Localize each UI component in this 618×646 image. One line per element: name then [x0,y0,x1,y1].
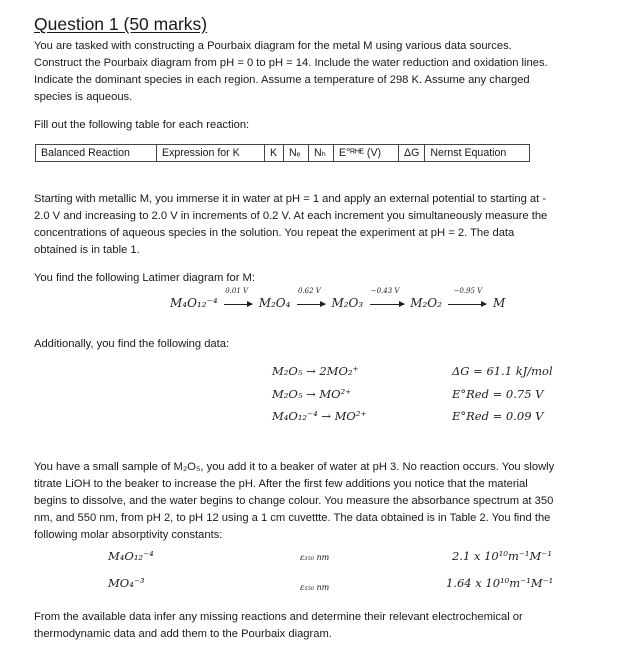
col-nh: Nₕ [309,145,334,162]
closing-line: From the available data infer any missing reactions and determine their relevant electrochemical or [34,611,523,623]
latimer-potential: −0.95 V [453,287,483,295]
table-header-row [36,145,530,162]
intro-line: Construct the Pourbaix diagram from pH = 0 to pH = 14. Include the water reduction and oxidation lines. [34,57,548,69]
arrow-icon [224,304,252,305]
latimer-species: M [492,296,506,310]
latimer-potential: 0.62 V [297,287,321,295]
closing-paragraph [34,609,594,643]
titration-paragraph [34,459,594,544]
table-prompt: Fill out the following table for each reaction: [34,119,250,131]
latimer-species: M₂O₃ [331,296,364,310]
experiment-line: Starting with metallic M, you immerse it in water at pH = 1 and apply an external potential to starting at - [34,193,547,205]
closing-line: thermodynamic data and add them to the Pourbaix diagram. [34,628,332,640]
latimer-species: M₂O₄ [258,296,291,310]
question-title: Question 1 (50 marks) [34,14,208,34]
experiment-line: concentrations of aqueous species in the solution. You repeat the experiment at pH = 2. The data [34,227,515,239]
intro-line: Indicate the dominant species in each region. Assume a temperature of 298 K. Assume any charged [34,74,530,86]
titration-line: titrate LiOH to the beaker to increase the pH. After the first few additions you notice that the material [34,478,528,490]
latimer-diagram [170,287,506,310]
latimer-potential: 0.01 V [225,287,249,295]
latimer-species: M₄O₁₂⁻⁴ [170,296,218,310]
experiment-line: obtained is in table 1. [34,244,140,256]
col-expression-k: Expression for K [157,145,265,162]
latimer-species: M₂O₂ [410,296,442,310]
titration-line: nm, and 550 nm, from pH 2, to pH 12 using a 1 cm cuvettte. The data obtained is in Table 2. You find the [34,512,551,524]
col-k: K [265,145,284,162]
additional-value: ΔG = 61.1 kJ/mol [452,364,553,378]
latimer-step [445,287,489,310]
experiment-line: 2.0 V and increasing to 2.0 V in increments of 0.2 V. At each increment you simultaneously measure the [34,210,548,222]
latimer-potential: −0.43 V [370,287,400,295]
col-nernst: Nernst Equation [425,145,530,162]
additional-value: E°Red = 0.09 V [452,409,544,423]
titration-line: following molar absorptivity constants: [34,529,223,541]
titration-line: You have a small sample of M₂O₅, you add it to a beaker of water at pH 3. No reaction occurs. You slowly [34,461,555,473]
absorptivity-species: M₄O₁₂⁻⁴ [108,549,154,563]
additional-reaction: M₄O₁₂⁻⁴ → MO²⁺ [272,409,367,423]
additional-reaction: M₂O₅ → MO²⁺ [272,387,352,401]
titration-line: begins to dissolve, and the water begins to change colour. You measure the absorbance spectrum at 350 [34,495,554,507]
absorptivity-species: MO₄⁻³ [108,576,145,590]
latimer-intro: You find the following Latimer diagram for M: [34,272,255,284]
absorptivity-value: 2.1 x 10¹⁰m⁻¹M⁻¹ [452,549,552,563]
latimer-step [294,287,328,310]
absorptivity-symbol: ε₃₅₀ nm [300,553,330,562]
latimer-step [367,287,407,310]
intro-line: You are tasked with constructing a Pourbaix diagram for the metal M using various data sources. [34,40,512,52]
col-e-rhe: E°ᴿᴴᴱ (V) [334,145,399,162]
intro-paragraph [34,38,594,106]
col-ne: Nₑ [284,145,309,162]
experiment-paragraph [34,191,594,259]
additional-value: E°Red = 0.75 V [452,387,544,401]
additional-intro: Additionally, you find the following data: [34,338,230,350]
intro-line: species is aqueous. [34,91,133,103]
col-balanced-reaction: Balanced Reaction [36,145,157,162]
reaction-table [35,144,530,162]
latimer-step [221,287,255,310]
additional-reaction: M₂O₅ → 2MO₂⁺ [272,364,359,378]
col-delta-g: ΔG [399,145,425,162]
absorptivity-symbol: ε₅₅₀ nm [300,583,330,592]
arrow-icon [370,304,404,305]
arrow-icon [448,304,486,305]
absorptivity-value: 1.64 x 10¹⁰m⁻¹M⁻¹ [446,576,554,590]
arrow-icon [297,304,325,305]
